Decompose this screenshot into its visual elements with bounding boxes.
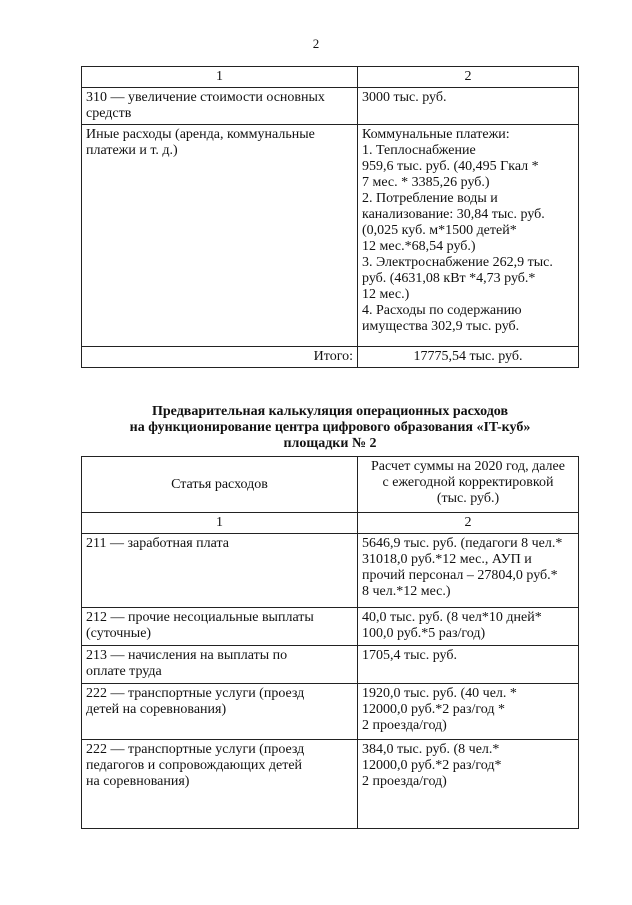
header-expense-item: Статья расходов — [82, 457, 358, 513]
heading-line: площадки № 2 — [283, 436, 377, 451]
expense-calculation: 1920,0 тыс. руб. (40 чел. * 12000,0 руб.*2 раз/год * 2 проезда/год) — [358, 684, 579, 740]
expense-calculation: 384,0 тыс. руб. (8 чел.* 12000,0 руб.*2 раз/год* 2 проезда/год) — [358, 740, 579, 829]
expense-item: 212 — прочие несоциальные выплаты (суточные) — [82, 608, 358, 646]
expense-item: 211 — заработная плата — [82, 534, 358, 608]
total-row — [82, 347, 579, 368]
column-number-2: 2 — [358, 67, 579, 88]
expense-calculation: 5646,9 тыс. руб. (педагоги 8 чел.* 31018,0 руб.*12 мес., АУП и прочий персонал – 27804,0 руб.* 8 чел.*12 мес.) — [358, 534, 579, 608]
table-row — [82, 740, 579, 829]
expense-calculation: 3000 тыс. руб. — [358, 88, 579, 125]
table-row — [82, 125, 579, 347]
expense-item: 222 — транспортные услуги (проезд педагогов и сопровождающих детей на соревнования) — [82, 740, 358, 829]
expense-item: 310 — увеличение стоимости основных средств — [82, 88, 358, 125]
column-number-row — [82, 513, 579, 534]
table-row — [82, 684, 579, 740]
table-row — [82, 646, 579, 684]
expense-calculation: 1705,4 тыс. руб. — [358, 646, 579, 684]
heading-line: Предварительная калькуляция операционных расходов — [151, 404, 508, 419]
expense-item: 222 — транспортные услуги (проезд детей на соревнования) — [82, 684, 358, 740]
header-row — [82, 457, 579, 513]
table-row — [82, 534, 579, 608]
column-number-1: 1 — [82, 67, 358, 88]
expense-calculation: 40,0 тыс. руб. (8 чел*10 дней* 100,0 руб.*5 раз/год) — [358, 608, 579, 646]
expense-item: Иные расходы (аренда, коммунальные платежи и т. д.) — [82, 125, 358, 347]
column-number-2: 2 — [358, 513, 579, 534]
expense-calculation: Коммунальные платежи: 1. Теплоснабжение 959,6 тыс. руб. (40,495 Гкал * 7 мес. * 3385,26 руб.) 2. Потребление воды и канализование: 30,84 тыс. руб. (0,025 куб. м*1500 детей* 12 мес.*68,54 руб.) 3. Электроснабжение 262,9 тыс. руб. (4631,08 кВт *4,73 руб.* 12 мес.) 4. Расходы по содержанию имущества 302,9 тыс. руб. — [358, 125, 579, 347]
table-row — [82, 608, 579, 646]
total-value: 17775,54 тыс. руб. — [358, 347, 579, 368]
header-calculation: Расчет суммы на 2020 год, далее с ежегодной корректировкой (тыс. руб.) — [358, 457, 579, 513]
column-number-1: 1 — [82, 513, 358, 534]
section-heading — [60, 404, 600, 452]
heading-line: на функционирование центра цифрового образования «IT-куб» — [129, 420, 531, 435]
operational-expenses-table — [81, 456, 579, 829]
total-label: Итого: — [82, 347, 358, 368]
expense-item: 213 — начисления на выплаты по оплате труда — [82, 646, 358, 684]
table-row — [82, 88, 579, 125]
page-number: 2 — [312, 36, 320, 51]
column-number-row — [82, 67, 579, 88]
expenses-table-continued — [81, 66, 579, 368]
